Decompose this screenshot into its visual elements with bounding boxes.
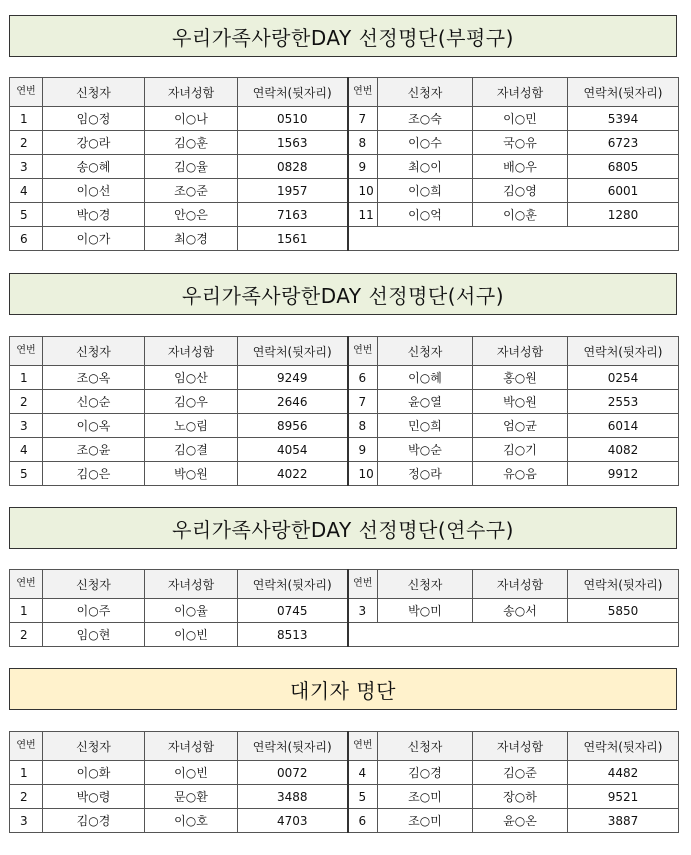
cell-contact: 5394 [568,107,679,131]
table-row [10,785,679,809]
cell-applicant: 박○경 [43,203,145,227]
table-header-row [10,732,679,761]
cell-no: 1 [10,599,43,623]
cell-no: 3 [10,155,43,179]
cell-no: 3 [10,809,43,833]
section-title-seogu: 우리가족사랑한DAY 선정명단(서구) [9,273,677,315]
cell-applicant: 이○화 [43,761,145,785]
cell-child: 박○원 [473,390,568,414]
cell-applicant: 조○윤 [43,438,145,462]
table-row [10,227,679,251]
cell-contact: 8956 [238,414,348,438]
header-child: 자녀성함 [145,570,238,599]
header-child: 자녀성함 [145,78,238,107]
cell-child: 이○훈 [473,203,568,227]
cell-contact: 1561 [238,227,348,251]
table-header-row [10,337,679,366]
empty-cell [348,227,679,251]
cell-no: 1 [10,366,43,390]
cell-applicant: 조○미 [378,809,473,833]
header-child: 자녀성함 [145,732,238,761]
cell-no: 4 [10,179,43,203]
cell-applicant: 신○순 [43,390,145,414]
cell-contact: 0072 [238,761,348,785]
cell-contact: 1957 [238,179,348,203]
cell-applicant: 강○라 [43,131,145,155]
cell-child: 김○훈 [145,131,238,155]
cell-child: 김○우 [145,390,238,414]
roster-table-yeonsugu [9,569,679,647]
cell-child: 윤○온 [473,809,568,833]
table-header-row [10,570,679,599]
cell-no: 4 [348,761,378,785]
header-contact: 연락처(뒷자리) [568,337,679,366]
cell-applicant: 이○혜 [378,366,473,390]
cell-child: 안○은 [145,203,238,227]
cell-no: 2 [10,390,43,414]
section-title-yeonsugu: 우리가족사랑한DAY 선정명단(연수구) [9,507,677,549]
table-row [10,809,679,833]
table-row [10,438,679,462]
cell-applicant: 박○령 [43,785,145,809]
cell-applicant: 정○라 [378,462,473,486]
table-row [10,203,679,227]
cell-no: 11 [348,203,378,227]
cell-no: 10 [348,462,378,486]
cell-applicant: 이○희 [378,179,473,203]
cell-applicant: 이○가 [43,227,145,251]
cell-applicant: 박○미 [378,599,473,623]
cell-applicant: 이○수 [378,131,473,155]
cell-contact: 4703 [238,809,348,833]
cell-applicant: 이○옥 [43,414,145,438]
cell-contact: 9912 [568,462,679,486]
cell-child: 국○유 [473,131,568,155]
cell-child: 임○산 [145,366,238,390]
cell-no: 5 [10,203,43,227]
cell-applicant: 이○주 [43,599,145,623]
cell-contact: 4482 [568,761,679,785]
table-row [10,623,679,647]
cell-applicant: 이○억 [378,203,473,227]
table-row [10,761,679,785]
table-row [10,107,679,131]
cell-contact: 8513 [238,623,348,647]
header-contact: 연락처(뒷자리) [238,337,348,366]
cell-child: 홍○원 [473,366,568,390]
table-row [10,179,679,203]
header-applicant: 신청자 [43,337,145,366]
empty-cell [348,623,679,647]
header-no: 연번 [348,732,378,761]
table-header-row [10,78,679,107]
cell-no: 6 [348,809,378,833]
cell-no: 3 [348,599,378,623]
cell-no: 6 [10,227,43,251]
cell-contact: 1280 [568,203,679,227]
cell-child: 노○림 [145,414,238,438]
cell-contact: 4082 [568,438,679,462]
cell-child: 김○결 [145,438,238,462]
cell-contact: 4054 [238,438,348,462]
header-applicant: 신청자 [43,732,145,761]
header-child: 자녀성함 [473,337,568,366]
cell-contact: 6001 [568,179,679,203]
cell-applicant: 이○선 [43,179,145,203]
table-row [10,414,679,438]
roster-table-seogu [9,336,679,486]
header-child: 자녀성함 [473,78,568,107]
cell-contact: 0254 [568,366,679,390]
header-no: 연번 [10,570,43,599]
cell-no: 5 [10,462,43,486]
table-row [10,462,679,486]
cell-child: 이○나 [145,107,238,131]
header-applicant: 신청자 [43,570,145,599]
cell-no: 6 [348,366,378,390]
cell-contact: 0828 [238,155,348,179]
roster-table-waitlist [9,731,679,833]
cell-contact: 9249 [238,366,348,390]
cell-child: 장○하 [473,785,568,809]
cell-contact: 5850 [568,599,679,623]
cell-no: 7 [348,390,378,414]
header-contact: 연락처(뒷자리) [568,732,679,761]
cell-no: 8 [348,131,378,155]
cell-contact: 6723 [568,131,679,155]
cell-child: 김○기 [473,438,568,462]
cell-child: 배○우 [473,155,568,179]
cell-child: 이○호 [145,809,238,833]
cell-no: 9 [348,438,378,462]
header-no: 연번 [348,570,378,599]
cell-child: 김○준 [473,761,568,785]
cell-child: 이○민 [473,107,568,131]
header-applicant: 신청자 [378,732,473,761]
cell-applicant: 임○정 [43,107,145,131]
cell-no: 1 [10,761,43,785]
header-child: 자녀성함 [145,337,238,366]
cell-child: 이○빈 [145,623,238,647]
cell-no: 5 [348,785,378,809]
cell-child: 박○원 [145,462,238,486]
cell-contact: 2646 [238,390,348,414]
cell-no: 10 [348,179,378,203]
header-child: 자녀성함 [473,732,568,761]
cell-child: 김○영 [473,179,568,203]
cell-child: 송○서 [473,599,568,623]
header-contact: 연락처(뒷자리) [238,732,348,761]
cell-contact: 1563 [238,131,348,155]
cell-child: 엄○균 [473,414,568,438]
cell-child: 조○준 [145,179,238,203]
cell-contact: 0745 [238,599,348,623]
cell-child: 이○빈 [145,761,238,785]
header-no: 연번 [10,732,43,761]
cell-contact: 9521 [568,785,679,809]
cell-no: 1 [10,107,43,131]
cell-contact: 6805 [568,155,679,179]
cell-contact: 0510 [238,107,348,131]
cell-child: 문○환 [145,785,238,809]
table-row [10,366,679,390]
cell-applicant: 조○미 [378,785,473,809]
header-no: 연번 [10,78,43,107]
header-no: 연번 [348,337,378,366]
cell-applicant: 김○은 [43,462,145,486]
cell-applicant: 최○이 [378,155,473,179]
header-contact: 연락처(뒷자리) [568,570,679,599]
cell-applicant: 조○옥 [43,366,145,390]
cell-applicant: 송○혜 [43,155,145,179]
section-title-waitlist: 대기자 명단 [9,668,677,710]
table-row [10,599,679,623]
roster-table-bupyeong [9,77,679,251]
cell-no: 2 [10,623,43,647]
cell-contact: 7163 [238,203,348,227]
header-contact: 연락처(뒷자리) [238,570,348,599]
cell-contact: 6014 [568,414,679,438]
cell-applicant: 임○현 [43,623,145,647]
cell-no: 9 [348,155,378,179]
cell-applicant: 민○희 [378,414,473,438]
cell-no: 8 [348,414,378,438]
cell-contact: 4022 [238,462,348,486]
cell-contact: 3488 [238,785,348,809]
cell-no: 4 [10,438,43,462]
header-no: 연번 [348,78,378,107]
header-contact: 연락처(뒷자리) [238,78,348,107]
header-child: 자녀성함 [473,570,568,599]
cell-applicant: 박○순 [378,438,473,462]
section-title-bupyeong: 우리가족사랑한DAY 선정명단(부평구) [9,15,677,57]
table-row [10,131,679,155]
cell-no: 3 [10,414,43,438]
cell-child: 최○경 [145,227,238,251]
header-applicant: 신청자 [378,78,473,107]
cell-no: 2 [10,131,43,155]
cell-child: 이○율 [145,599,238,623]
header-applicant: 신청자 [43,78,145,107]
header-no: 연번 [10,337,43,366]
cell-contact: 2553 [568,390,679,414]
cell-no: 7 [348,107,378,131]
cell-applicant: 김○경 [43,809,145,833]
cell-no: 2 [10,785,43,809]
cell-contact: 3887 [568,809,679,833]
header-applicant: 신청자 [378,570,473,599]
cell-applicant: 김○경 [378,761,473,785]
cell-applicant: 윤○열 [378,390,473,414]
cell-child: 김○율 [145,155,238,179]
header-applicant: 신청자 [378,337,473,366]
cell-applicant: 조○숙 [378,107,473,131]
table-row [10,390,679,414]
table-row [10,155,679,179]
cell-child: 유○음 [473,462,568,486]
header-contact: 연락처(뒷자리) [568,78,679,107]
